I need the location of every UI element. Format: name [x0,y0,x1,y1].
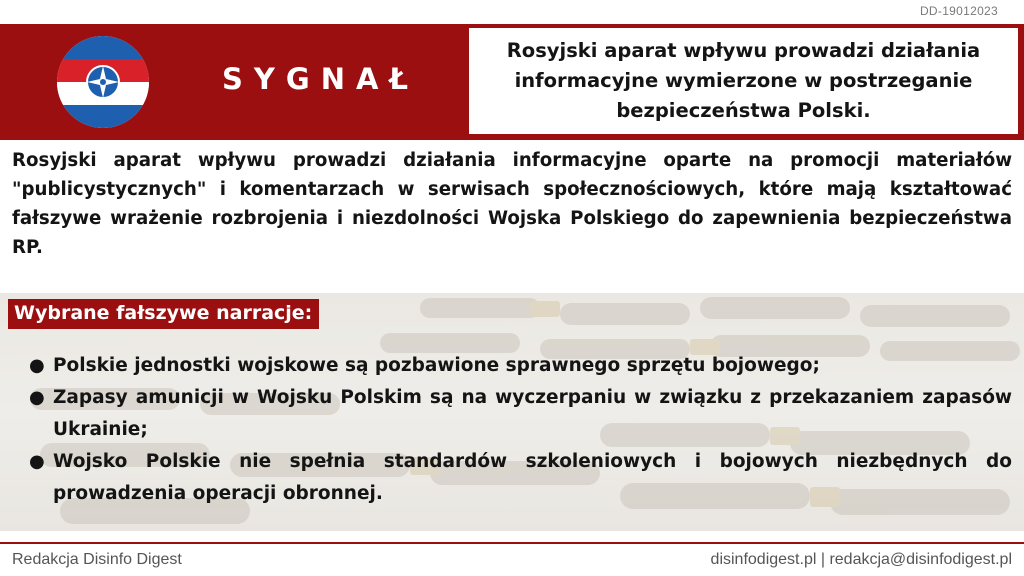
narrative-text: Polskie jednostki wojskowe są pozbawione sprawnego sprzętu bojowego; [53,355,820,376]
footer-contact: disinfodigest.pl | redakcja@disinfodigest.pl [710,551,1012,568]
list-item [0,446,1024,510]
bullet-icon: ● [29,451,45,472]
narrative-text: Wojsko Polskie nie spełnia standardów szkoleniowych i bojowych niezbędnych do prowadzenia operacji obronnej. [53,451,1012,504]
nato-compass-flag-icon [57,36,149,128]
lead-paragraph: Rosyjski aparat wpływu prowadzi działania informacyjne oparte na promocji materiałów "publicystycznych" i komentarzach w serwisach społecznościowych, które mają kształtować fałszywe wrażenie rozbrojenia i niezdolności Wojska Polskiego do zapewnienia bezpieczeństwa RP. [12,150,1012,258]
list-item [0,382,1024,446]
document-id: DD-19012023 [919,4,998,18]
headline-panel [469,28,1018,134]
header-badge-panel [0,24,466,140]
footer-credit: Redakcja Disinfo Digest [12,551,182,568]
header-banner [0,24,1024,140]
narratives-section-label: Wybrane fałszywe narracje: [8,299,319,329]
narratives-list [0,350,1024,510]
signal-badge-label: SYGNAŁ [222,62,420,96]
headline: Rosyjski aparat wpływu prowadzi działania informacyjne wymierzone w postrzeganie bezpieczeństwa Polski. [506,39,981,122]
bullet-icon: ● [29,355,45,376]
narrative-text: Zapasy amunicji w Wojsku Polskim są na wyczerpaniu w związku z przekazaniem zapasów Ukrainie; [53,387,1012,440]
footer-divider [0,542,1024,544]
bullet-icon: ● [29,387,45,408]
list-item [0,350,1024,382]
